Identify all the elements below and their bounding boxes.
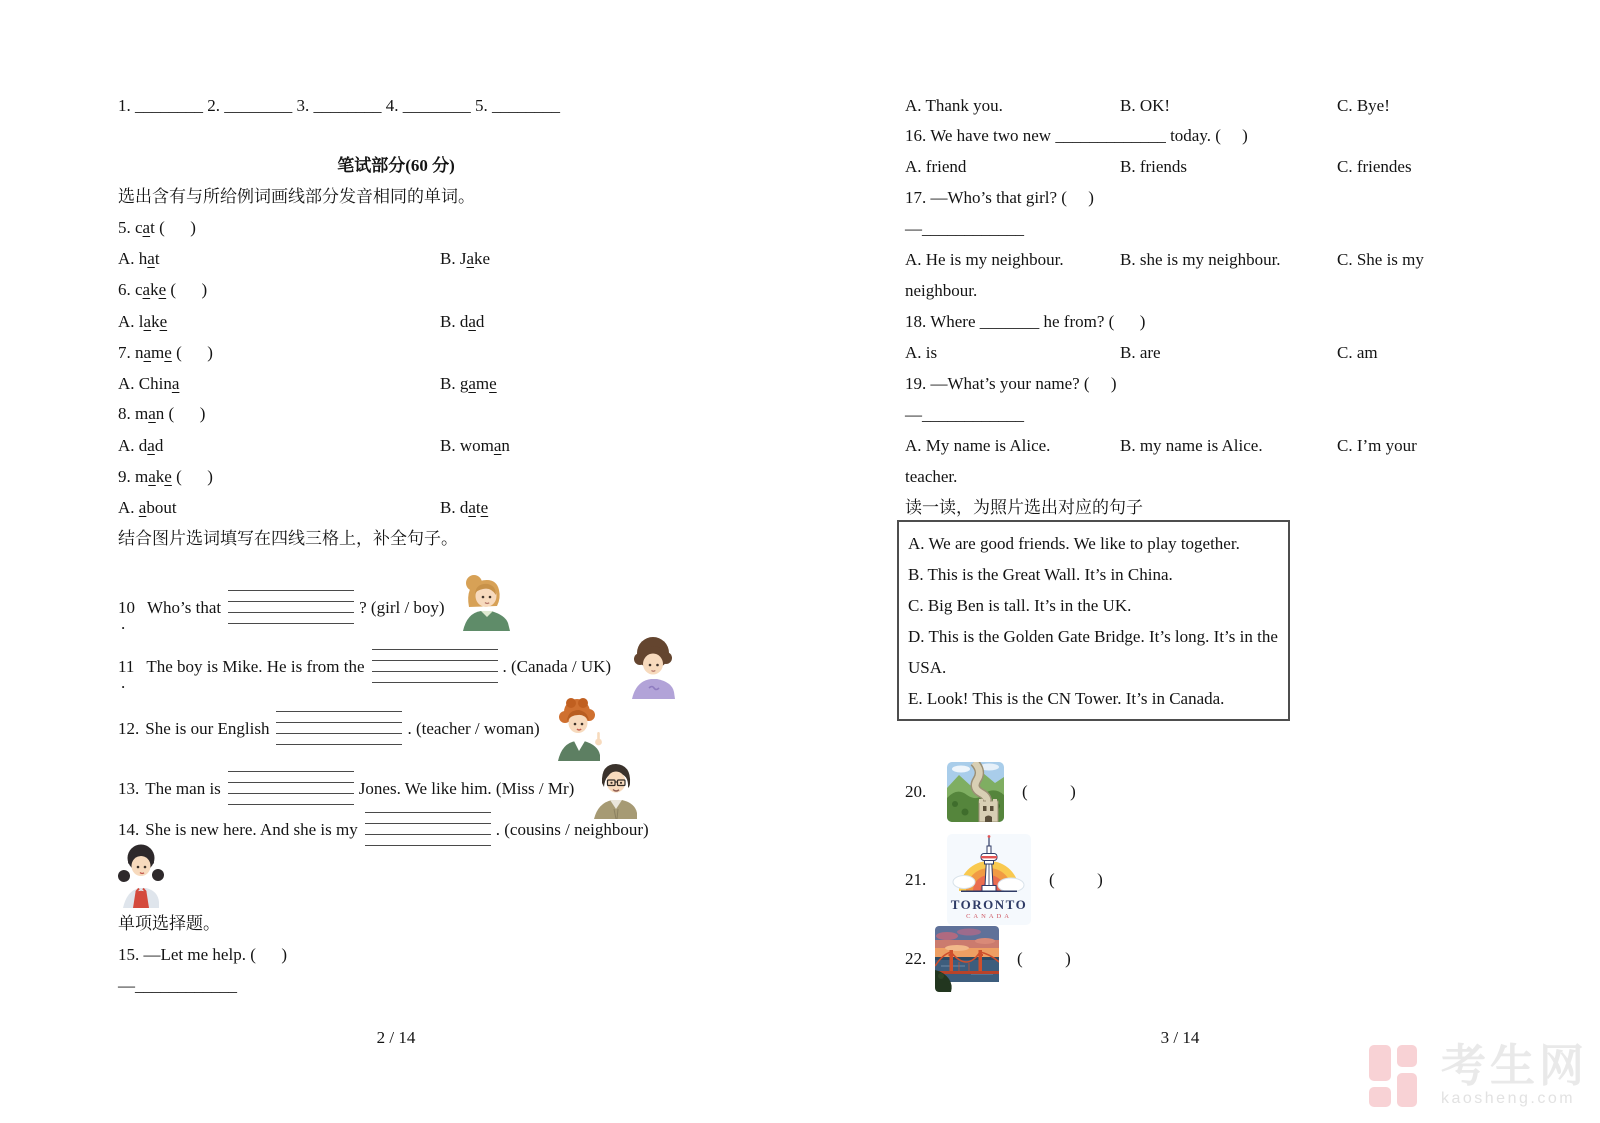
stem-number: 7. [118,343,135,362]
option-a: A. China [118,374,180,393]
canada-label: CANADA [966,913,1012,920]
question-number: 22. [905,949,927,968]
question-number: 13. [118,779,140,798]
fill-row-13 [118,759,640,819]
phonics-stem-8 [118,398,205,429]
option-b: B. my name is Alice. [1120,436,1263,455]
q19-option-c-wrap: teacher. [905,467,958,486]
phonics-options-8 [118,430,510,461]
q16-stem: 16. We have two new _____________ today. ( ) [905,126,1248,145]
phonics-stem-6 [118,274,207,305]
question-number: 21. [905,869,927,889]
phonics-options-7 [118,368,497,399]
phonics-stem-9 [118,461,213,492]
fill-row-10 [118,573,511,631]
option-c: C. Bye! [1337,96,1390,115]
audio-answer-blanks: 1. ________ 2. ________ 3. ________ 4. ________ 5. ________ [118,96,560,115]
girl-ponytail-image [455,573,511,631]
option-b: B. OK! [1120,96,1171,115]
stem-word: make [135,467,172,486]
option-c: C. I’m your [1337,436,1417,455]
option-b: B. she is my neighbour. [1120,250,1281,269]
phonics-options-9 [118,492,488,523]
fill-text-after: . (teacher / woman) [407,719,540,738]
answer-paren: ( ) [1017,949,1071,968]
stem-number: 8. [118,404,135,423]
answer-paren: ( ) [154,218,196,237]
fill-text-before: The man is [145,779,221,798]
answer-paren: ( ) [164,404,206,423]
q17-answer-blank: —____________ [905,219,1024,238]
kaosheng-text [1440,1040,1588,1109]
stem-word: cake [135,280,167,299]
option-b: B. Jake [440,249,491,268]
question-number: 12. [118,719,140,738]
q17-options [905,244,1424,275]
writing-grid[interactable] [276,710,402,746]
question-number: 10 . [118,598,135,633]
kaosheng-cn-label: 考生网 [1440,1040,1588,1091]
match-row-20 [905,762,1076,822]
man-glasses-image [590,759,640,819]
option-c: C. She is my [1337,250,1424,269]
option-b: B. game [440,374,497,393]
writing-grid[interactable] [365,811,491,847]
q16-options [905,151,1412,182]
stem-number: 5. [118,218,135,237]
fill-text-before: Who’s that [147,598,222,617]
box-line-c: C. Big Ben is tall. It’s in the UK. [908,596,1132,615]
box-line-b: B. This is the Great Wall. It’s in China. [908,565,1173,584]
fill-text-after: . (Canada / UK) [502,657,612,676]
stem-word: name [135,343,172,362]
fill-text-before: She is our English [145,719,270,738]
stem-word: cat [135,218,155,237]
golden-gate-bridge-image [935,926,999,992]
q15-stem: 15. —Let me help. ( ) [118,945,288,964]
box-line-e: E. Look! This is the CN Tower. It’s in Canada. [908,689,1225,708]
match-instruction: 读一读，为照片选出对应的句子 [905,498,1143,517]
cn-tower-toronto-image [947,834,1031,925]
question-number: 11 . [118,657,135,692]
q15-options [905,90,1390,121]
writing-grid[interactable] [228,589,354,625]
girl-pigtails-image [115,842,167,908]
mcq-instruction: 单项选择题。 [118,914,220,933]
option-a: A. hat [118,249,160,268]
q18-stem: 18. Where _______ he from? ( ) [905,312,1146,331]
sentence-options-box [897,520,1290,721]
writing-grid[interactable] [372,648,498,684]
stem-number: 9. [118,467,135,486]
option-b: B. are [1120,343,1161,362]
phonics-stem-7 [118,337,213,368]
box-line-a: A. We are good friends. We like to play together. [908,534,1240,553]
q17-stem: 17. —Who’s that girl? ( ) [905,188,1094,207]
writing-grid[interactable] [228,770,354,806]
q19-options [905,430,1417,461]
fill-row-12 [118,697,604,761]
phonics-instruction: 选出含有与所给例词画线部分发音相同的单词。 [118,187,475,206]
option-c: C. friendes [1337,157,1412,176]
answer-paren: ( ) [1022,782,1076,801]
answer-paren: ( ) [1049,869,1103,889]
written-section-title: 笔试部分(60 分) [337,156,455,175]
stem-word: man [135,404,165,423]
option-b: B. date [440,498,489,517]
phonics-options-6 [118,306,484,337]
kaosheng-watermark [1369,1040,1588,1109]
q19-answer-blank: —____________ [905,405,1024,424]
box-line-d: D. This is the Golden Gate Bridge. It’s long. It’s in the [908,627,1278,646]
answer-paren: ( ) [171,467,213,486]
fill-text-before: The boy is Mike. He is from the [146,657,365,676]
option-b: B. woman [440,436,510,455]
toronto-label: TORONTO [950,897,1028,912]
option-a: A. Thank you. [905,96,1003,115]
option-c: C. am [1337,343,1378,362]
question-number: 14. [118,820,140,839]
q15-answer-blank: —____________ [118,976,237,995]
page-number-right: 3 / 14 [1160,1028,1200,1047]
fill-text-after: . (cousins / neighbour) [495,820,649,839]
cn-tower-graphic [947,834,1031,892]
fill-row-14 [118,811,649,847]
kaosheng-logo-icon [1369,1043,1431,1107]
fill-instruction: 结合图片选词填写在四线三格上，补全句子。 [118,529,458,548]
option-a: A. about [118,498,177,517]
great-wall-image [947,762,1004,822]
fill-text-before: She is new here. And she is my [145,820,358,839]
answer-paren: ( ) [171,343,213,362]
q17-option-c-wrap: neighbour. [905,281,978,300]
fill-text-after: Jones. We like him. (Miss / Mr) [358,779,575,798]
phonics-options-5 [118,243,490,274]
option-b: B. dad [440,312,485,331]
stem-number: 6. [118,280,135,299]
option-a: A. My name is Alice. [905,436,1051,455]
option-a: A. lake [118,312,168,331]
match-row-21 [905,834,1103,925]
option-b: B. friends [1120,157,1188,176]
fill-row-11 [118,635,679,699]
match-row-22 [905,926,1071,992]
boy-image [627,635,679,699]
page-number-left: 2 / 14 [376,1028,416,1047]
option-a: A. He is my neighbour. [905,250,1064,269]
option-a: A. dad [118,436,164,455]
phonics-stem-5 [118,212,196,243]
box-line-d-wrap: USA. [908,658,947,677]
teacher-woman-image [552,697,604,761]
q19-stem: 19. —What’s your name? ( ) [905,374,1117,393]
question-number: 20. [905,782,927,801]
kaosheng-domain-label: kaosheng.com [1440,1090,1576,1107]
option-a: A. is [905,343,938,362]
q18-options [905,337,1378,368]
option-a: A. friend [905,157,967,176]
fill-text-after: ? (girl / boy) [359,598,445,617]
answer-paren: ( ) [166,280,208,299]
